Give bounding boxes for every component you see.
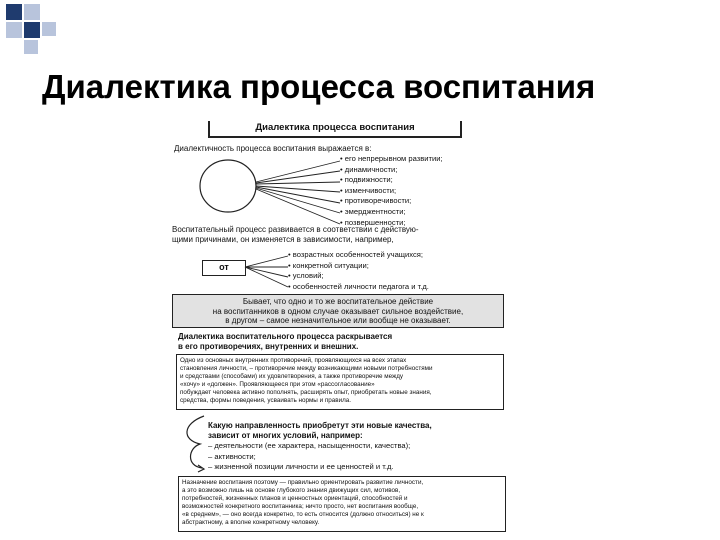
purpose-box <box>178 476 506 532</box>
contradictions-box <box>176 354 504 410</box>
scan-heading: Диалектика процесса воспитания <box>255 122 415 133</box>
list-item: • конкретной ситуации; <box>288 261 429 272</box>
ot-box: от <box>202 260 246 276</box>
contradictions-box-line: «хочу» и «должен». Проявляющееся при этом «рассогласование» <box>180 381 375 388</box>
factor-lines <box>245 256 288 287</box>
direction-list <box>208 441 410 473</box>
purpose-box-line: возможностей конкретного воспитанника; ничто просто, нет воспитания вообще, <box>182 503 419 510</box>
purpose-box-line: потребностей, жизненных планов и ценностных ориентаций, способностей и <box>182 495 408 502</box>
list-item: – активности; <box>208 452 410 463</box>
page-title: Диалектика процесса воспитания <box>42 68 596 105</box>
dependence-line: щими причинами, он изменяется в зависимости, например, <box>172 235 394 244</box>
list-item: • подвижности; <box>340 175 443 186</box>
scanned-document <box>168 118 518 538</box>
purpose-box-line: абстрактному, а вполне конкретному человеку. <box>182 519 320 526</box>
curved-arrow <box>187 416 204 468</box>
effect-box-line: на воспитанников в одном случае оказывает сильное воздействие, <box>212 306 464 316</box>
decor-square <box>6 4 22 20</box>
effect-box-line: Бывает, что одно и то же воспитательное действие <box>242 297 434 306</box>
contradictions-box-line: средства, формы поведения, усваивать нормы и правила. <box>180 397 352 404</box>
factor-list <box>288 250 429 292</box>
contradictions-box-line: Одно из основных внутренних противоречий, проявляющихся на всех этапах <box>180 357 407 364</box>
contradictions-line: в его противоречиях, внутренних и внешних. <box>178 342 359 351</box>
effect-box <box>172 294 504 328</box>
decor-square <box>6 22 22 38</box>
purpose-box-line: а это возможно лишь на основе глубокого знания движущих сил, мотивов, <box>182 487 401 494</box>
dependence-line: Воспитательный процесс развивается в соответствии с действую- <box>172 225 419 234</box>
decor-square <box>24 22 40 38</box>
list-item: – жизненной позиции личности и ее ценностей и т.д. <box>208 462 410 473</box>
list-item: • позвершенности; <box>340 218 443 229</box>
direction-line: Какую направленность приобретут эти новые качества, <box>208 421 432 430</box>
scan-heading-box <box>208 121 462 138</box>
effect-box-line: в другом – самое незначительное или вообще не оказывает. <box>225 316 451 326</box>
decor-square <box>24 40 38 54</box>
decor-square <box>42 22 56 36</box>
list-item: • особенностей личности педагога и т.д. <box>288 282 429 293</box>
feature-lines <box>256 161 340 224</box>
decor-square <box>24 4 40 20</box>
scan-intro: Диалектичность процесса воспитания выражается в: <box>174 144 372 153</box>
list-item: – деятельности (ее характера, насыщенности, качества); <box>208 441 410 452</box>
contradictions-line: Диалектика воспитательного процесса раскрывается <box>178 332 393 341</box>
contradictions-box-line: становления личности, – противоречие между возникающими новыми потребностями <box>180 365 433 372</box>
list-item: • противоречивости; <box>340 196 443 207</box>
list-item: • изменчивости; <box>340 186 443 197</box>
list-item: • возрастных особенностей учащихся; <box>288 250 429 261</box>
list-item: • динамичности; <box>340 165 443 176</box>
list-item: • эмерджентности; <box>340 207 443 218</box>
contradictions-box-line: побуждает человека активно пополнять, расширять опыт, приобретать новые знания, <box>180 389 432 396</box>
list-item: • условий; <box>288 271 429 282</box>
list-item: • его непрерывном развитии; <box>340 154 443 165</box>
purpose-box-line: «в среднем», — оно всегда конкретно, то есть относится (должно относиться) не к <box>182 511 424 518</box>
purpose-box-line: Назначение воспитания поэтому — правильно ориентировать развитие личности, <box>182 479 424 486</box>
oval-shape <box>200 160 256 212</box>
feature-list <box>340 154 443 228</box>
direction-line: зависит от многих условий, например: <box>208 431 363 440</box>
contradictions-box-line: и средствами (способами) их удовлетворения, а также противоречие между <box>180 373 404 380</box>
